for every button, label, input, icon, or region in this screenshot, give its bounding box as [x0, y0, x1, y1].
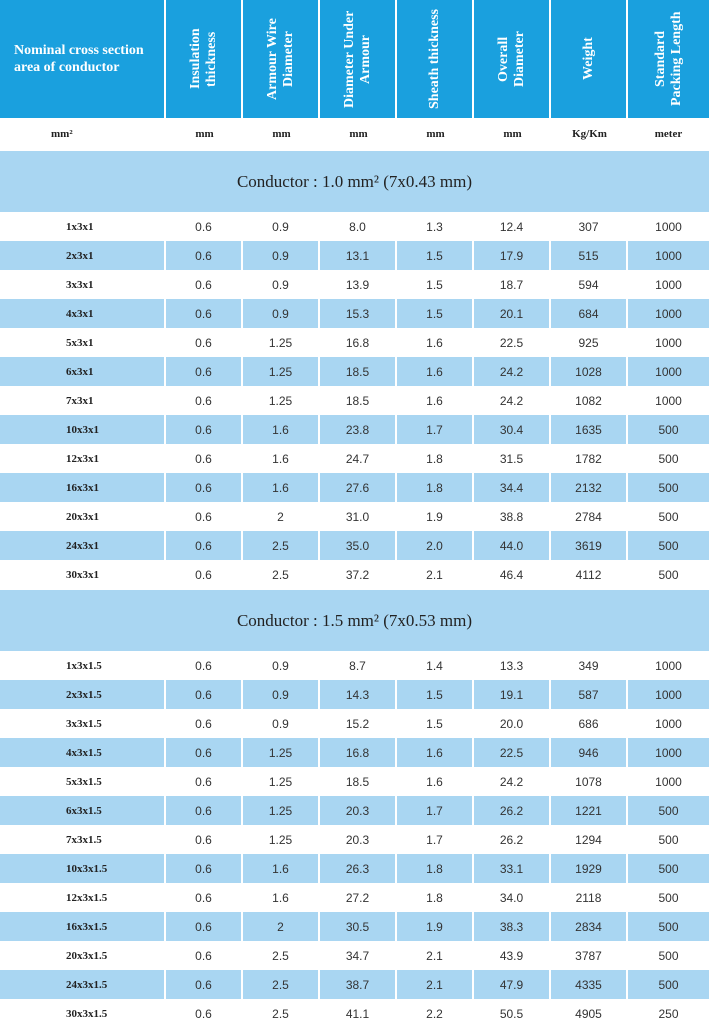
value-cell: 0.6: [166, 796, 243, 825]
table-row: [0, 796, 709, 825]
value-cell: 500: [628, 854, 709, 883]
value-cell: 41.1: [320, 999, 397, 1028]
value-cell: 349: [551, 651, 628, 680]
table-row: [0, 328, 709, 357]
value-cell: 8.7: [320, 651, 397, 680]
value-cell: 1294: [551, 825, 628, 854]
value-cell: 1.5: [397, 680, 474, 709]
value-cell: 1000: [655, 335, 682, 350]
value-cell: 1028: [551, 357, 628, 386]
value-cell: 2118: [551, 883, 628, 912]
value-cell: 0.6: [166, 738, 243, 767]
value-cell: 0.6: [166, 473, 243, 502]
value-cell: 684: [551, 299, 628, 328]
value-cell: 1000: [655, 774, 682, 789]
value-cell: 500: [658, 451, 679, 466]
value-cell: 1.6: [397, 386, 474, 415]
header-packing: [628, 0, 709, 118]
value-cell: 0.6: [166, 854, 243, 883]
value-cell: 20.1: [474, 299, 551, 328]
value-cell: 2132: [551, 473, 628, 502]
cable-size-cell: 20x3x1.5: [0, 941, 166, 970]
value-cell: 19.1: [474, 680, 551, 709]
table-row: [0, 941, 709, 970]
value-cell: 0.6: [166, 357, 243, 386]
cable-size-cell: 6x3x1.5: [0, 796, 166, 825]
section-title: Conductor : 1.0 mm² (7x0.43 mm): [0, 150, 709, 212]
value-cell: 587: [551, 680, 628, 709]
table-row: [0, 502, 709, 531]
cable-size-cell: 1x3x1.5: [0, 651, 166, 680]
table-row: [0, 212, 709, 241]
value-cell: 686: [551, 709, 628, 738]
table-row: [0, 386, 709, 415]
header-sheath-label: Sheath thickness: [426, 9, 442, 109]
value-cell: 3619: [551, 531, 628, 560]
value-cell: 18.7: [474, 270, 551, 299]
value-cell: 1.3: [397, 212, 474, 241]
value-cell: 1.9: [397, 502, 474, 531]
cable-size-cell: 5x3x1: [0, 328, 166, 357]
value-cell: 0.9: [243, 241, 320, 270]
value-cell: 0.6: [166, 883, 243, 912]
value-cell: 1.6: [397, 328, 474, 357]
value-cell: 2: [243, 502, 320, 531]
value-cell: 31.5: [474, 444, 551, 473]
value-cell: 2: [243, 912, 320, 941]
header-packing-label: Standard Packing Length: [652, 11, 684, 107]
value-cell: 1.5: [397, 709, 474, 738]
value-cell: 0.6: [166, 444, 243, 473]
cable-size-cell: 12x3x1.5: [0, 883, 166, 912]
value-cell: 13.3: [474, 651, 551, 680]
value-cell: 2.2: [397, 999, 474, 1028]
value-cell: 24.2: [474, 386, 551, 415]
value-cell: 37.2: [320, 560, 397, 589]
value-cell: 1.5: [397, 241, 474, 270]
cable-size-cell: 30x3x1.5: [0, 999, 166, 1028]
value-cell: 1.5: [397, 299, 474, 328]
value-cell: 1000: [655, 716, 682, 731]
value-cell: 1.7: [397, 825, 474, 854]
cable-size-cell: 4x3x1: [0, 299, 166, 328]
value-cell: 250: [658, 1006, 679, 1021]
value-cell: 38.3: [474, 912, 551, 941]
header-sheath: [397, 0, 474, 118]
value-cell: 47.9: [474, 970, 551, 999]
value-cell: 16.8: [320, 738, 397, 767]
value-cell: 1000: [628, 241, 709, 270]
value-cell: 1000: [655, 393, 682, 408]
table-row: [0, 531, 709, 560]
value-cell: 1.6: [397, 738, 474, 767]
table-row: [0, 854, 709, 883]
header-armour-wire: [243, 0, 320, 118]
value-cell: 24.2: [474, 767, 551, 796]
value-cell: 15.2: [320, 709, 397, 738]
value-cell: 500: [658, 509, 679, 524]
value-cell: 8.0: [320, 212, 397, 241]
value-cell: 500: [628, 912, 709, 941]
value-cell: 1.25: [243, 796, 320, 825]
unit-cell: Kg/Km: [572, 128, 607, 140]
value-cell: 26.3: [320, 854, 397, 883]
value-cell: 500: [628, 415, 709, 444]
value-cell: 50.5: [474, 999, 551, 1028]
value-cell: 1.8: [397, 854, 474, 883]
header-overall-label: Overall Diameter: [495, 31, 527, 87]
value-cell: 1782: [551, 444, 628, 473]
value-cell: 0.6: [166, 680, 243, 709]
table-row: [0, 651, 709, 680]
value-cell: 2.5: [243, 941, 320, 970]
value-cell: 13.1: [320, 241, 397, 270]
value-cell: 2.1: [397, 941, 474, 970]
value-cell: 33.1: [474, 854, 551, 883]
value-cell: 17.9: [474, 241, 551, 270]
value-cell: 594: [551, 270, 628, 299]
cable-size-cell: 4x3x1.5: [0, 738, 166, 767]
table-row: [0, 415, 709, 444]
unit-cell: mm: [426, 128, 445, 140]
value-cell: 0.6: [166, 825, 243, 854]
cable-size-cell: 24x3x1.5: [0, 970, 166, 999]
cable-size-cell: 12x3x1: [0, 444, 166, 473]
value-cell: 946: [551, 738, 628, 767]
value-cell: 18.5: [320, 767, 397, 796]
header-under-armour-label: Diameter Under Armour: [341, 10, 373, 108]
cable-size-cell: 16x3x1: [0, 473, 166, 502]
value-cell: 1.25: [243, 386, 320, 415]
value-cell: 1000: [628, 299, 709, 328]
cable-size-cell: 30x3x1: [0, 560, 166, 589]
value-cell: 2.5: [243, 970, 320, 999]
value-cell: 0.6: [166, 502, 243, 531]
value-cell: 500: [658, 890, 679, 905]
value-cell: 2.5: [243, 560, 320, 589]
value-cell: 0.6: [166, 328, 243, 357]
value-cell: 1.6: [243, 854, 320, 883]
value-cell: 24.7: [320, 444, 397, 473]
value-cell: 20.0: [474, 709, 551, 738]
value-cell: 0.6: [166, 212, 243, 241]
cable-size-cell: 6x3x1: [0, 357, 166, 386]
table-row: [0, 912, 709, 941]
value-cell: 18.5: [320, 357, 397, 386]
value-cell: 26.2: [474, 796, 551, 825]
value-cell: 2.1: [397, 970, 474, 999]
header-weight-label: Weight: [580, 37, 596, 81]
value-cell: 18.5: [320, 386, 397, 415]
value-cell: 500: [628, 970, 709, 999]
value-cell: 1.8: [397, 473, 474, 502]
value-cell: 0.6: [166, 270, 243, 299]
table-row: [0, 883, 709, 912]
value-cell: 1082: [551, 386, 628, 415]
value-cell: 0.6: [166, 912, 243, 941]
table-row: [0, 299, 709, 328]
table-row: [0, 357, 709, 386]
section-title: Conductor : 1.5 mm² (7x0.53 mm): [0, 589, 709, 651]
value-cell: 1.9: [397, 912, 474, 941]
value-cell: 23.8: [320, 415, 397, 444]
value-cell: 14.3: [320, 680, 397, 709]
value-cell: 34.4: [474, 473, 551, 502]
value-cell: 1.8: [397, 444, 474, 473]
value-cell: 1221: [551, 796, 628, 825]
value-cell: 500: [628, 473, 709, 502]
value-cell: 4905: [551, 999, 628, 1028]
value-cell: 26.2: [474, 825, 551, 854]
value-cell: 1.6: [243, 415, 320, 444]
value-cell: 34.7: [320, 941, 397, 970]
cable-size-cell: 1x3x1: [0, 212, 166, 241]
cable-size-cell: 7x3x1: [0, 386, 166, 415]
value-cell: 0.6: [166, 299, 243, 328]
value-cell: 2834: [551, 912, 628, 941]
table-row: [0, 767, 709, 796]
value-cell: 1.25: [243, 328, 320, 357]
value-cell: 0.6: [166, 651, 243, 680]
value-cell: 1.6: [397, 767, 474, 796]
table-row: [0, 473, 709, 502]
cable-size-cell: 10x3x1.5: [0, 854, 166, 883]
unit-cell: mm: [195, 128, 214, 140]
value-cell: 1.7: [397, 796, 474, 825]
value-cell: 1635: [551, 415, 628, 444]
unit-cell: mm²: [51, 128, 73, 140]
value-cell: 2.0: [397, 531, 474, 560]
section-header: [0, 150, 709, 212]
value-cell: 15.3: [320, 299, 397, 328]
value-cell: 22.5: [474, 738, 551, 767]
value-cell: 0.6: [166, 941, 243, 970]
cable-size-cell: 24x3x1: [0, 531, 166, 560]
header-armour-wire-label: Armour Wire Diameter: [264, 18, 296, 100]
value-cell: 925: [551, 328, 628, 357]
cable-size-cell: 5x3x1.5: [0, 767, 166, 796]
cable-size-cell: 2x3x1: [0, 241, 166, 270]
value-cell: 1.25: [243, 825, 320, 854]
value-cell: 1.4: [397, 651, 474, 680]
value-cell: 0.6: [166, 241, 243, 270]
table-row: [0, 680, 709, 709]
value-cell: 43.9: [474, 941, 551, 970]
value-cell: 2784: [551, 502, 628, 531]
value-cell: 1.6: [243, 883, 320, 912]
value-cell: 30.4: [474, 415, 551, 444]
value-cell: 16.8: [320, 328, 397, 357]
table-row: [0, 560, 709, 589]
header-conductor: Nominal cross section area of conductor: [0, 0, 166, 118]
value-cell: 38.7: [320, 970, 397, 999]
table-row: [0, 444, 709, 473]
value-cell: 0.9: [243, 299, 320, 328]
value-cell: 22.5: [474, 328, 551, 357]
value-cell: 1000: [655, 658, 682, 673]
cable-size-cell: 2x3x1.5: [0, 680, 166, 709]
value-cell: 0.9: [243, 651, 320, 680]
value-cell: 500: [628, 796, 709, 825]
unit-cell: meter: [654, 128, 683, 140]
value-cell: 0.6: [166, 767, 243, 796]
value-cell: 307: [551, 212, 628, 241]
unit-cell: mm: [349, 128, 368, 140]
value-cell: 34.0: [474, 883, 551, 912]
value-cell: 1.25: [243, 767, 320, 796]
value-cell: 2.5: [243, 531, 320, 560]
value-cell: 3787: [551, 941, 628, 970]
value-cell: 12.4: [474, 212, 551, 241]
table-row: [0, 738, 709, 767]
value-cell: 2.1: [397, 560, 474, 589]
value-cell: 38.8: [474, 502, 551, 531]
value-cell: 4112: [551, 560, 628, 589]
table-row: [0, 709, 709, 738]
value-cell: 500: [658, 948, 679, 963]
value-cell: 0.6: [166, 531, 243, 560]
value-cell: 0.6: [166, 415, 243, 444]
cable-size-cell: 3x3x1: [0, 270, 166, 299]
value-cell: 1.8: [397, 883, 474, 912]
value-cell: 27.6: [320, 473, 397, 502]
value-cell: 1.6: [397, 357, 474, 386]
value-cell: 35.0: [320, 531, 397, 560]
value-cell: 0.9: [243, 709, 320, 738]
header-under-armour: [320, 0, 397, 118]
header-weight: [551, 0, 628, 118]
value-cell: 46.4: [474, 560, 551, 589]
value-cell: 13.9: [320, 270, 397, 299]
value-cell: 1000: [628, 680, 709, 709]
unit-cell: mm: [272, 128, 291, 140]
value-cell: 20.3: [320, 825, 397, 854]
value-cell: 1000: [655, 277, 682, 292]
value-cell: 0.9: [243, 212, 320, 241]
unit-cell: mm: [503, 128, 522, 140]
value-cell: 30.5: [320, 912, 397, 941]
header-insulation: [166, 0, 243, 118]
cable-size-cell: 16x3x1.5: [0, 912, 166, 941]
table-row: [0, 241, 709, 270]
value-cell: 515: [551, 241, 628, 270]
value-cell: 1.6: [243, 473, 320, 502]
header-overall: [474, 0, 551, 118]
header-insulation-label: Insulation thickness: [187, 28, 219, 90]
value-cell: 44.0: [474, 531, 551, 560]
value-cell: 0.6: [166, 560, 243, 589]
value-cell: 0.9: [243, 680, 320, 709]
units-row: [0, 118, 709, 150]
value-cell: 1929: [551, 854, 628, 883]
value-cell: 1.25: [243, 357, 320, 386]
value-cell: 1000: [628, 738, 709, 767]
value-cell: 2.5: [243, 999, 320, 1028]
value-cell: 1.6: [243, 444, 320, 473]
value-cell: 0.6: [166, 386, 243, 415]
table-row: [0, 270, 709, 299]
value-cell: 1.25: [243, 738, 320, 767]
value-cell: 27.2: [320, 883, 397, 912]
value-cell: 24.2: [474, 357, 551, 386]
cable-size-cell: 20x3x1: [0, 502, 166, 531]
table-row: [0, 825, 709, 854]
value-cell: 500: [658, 567, 679, 582]
value-cell: 0.9: [243, 270, 320, 299]
value-cell: 1000: [655, 219, 682, 234]
table-row: [0, 970, 709, 999]
value-cell: 20.3: [320, 796, 397, 825]
value-cell: 0.6: [166, 999, 243, 1028]
cable-size-cell: 3x3x1.5: [0, 709, 166, 738]
value-cell: 1.7: [397, 415, 474, 444]
header-row: [0, 0, 709, 118]
value-cell: 500: [628, 531, 709, 560]
value-cell: 31.0: [320, 502, 397, 531]
value-cell: 0.6: [166, 970, 243, 999]
value-cell: 0.6: [166, 709, 243, 738]
value-cell: 500: [658, 832, 679, 847]
cable-size-cell: 7x3x1.5: [0, 825, 166, 854]
value-cell: 4335: [551, 970, 628, 999]
value-cell: 1.5: [397, 270, 474, 299]
cable-size-cell: 10x3x1: [0, 415, 166, 444]
section-header: [0, 589, 709, 651]
value-cell: 1000: [628, 357, 709, 386]
value-cell: 1078: [551, 767, 628, 796]
